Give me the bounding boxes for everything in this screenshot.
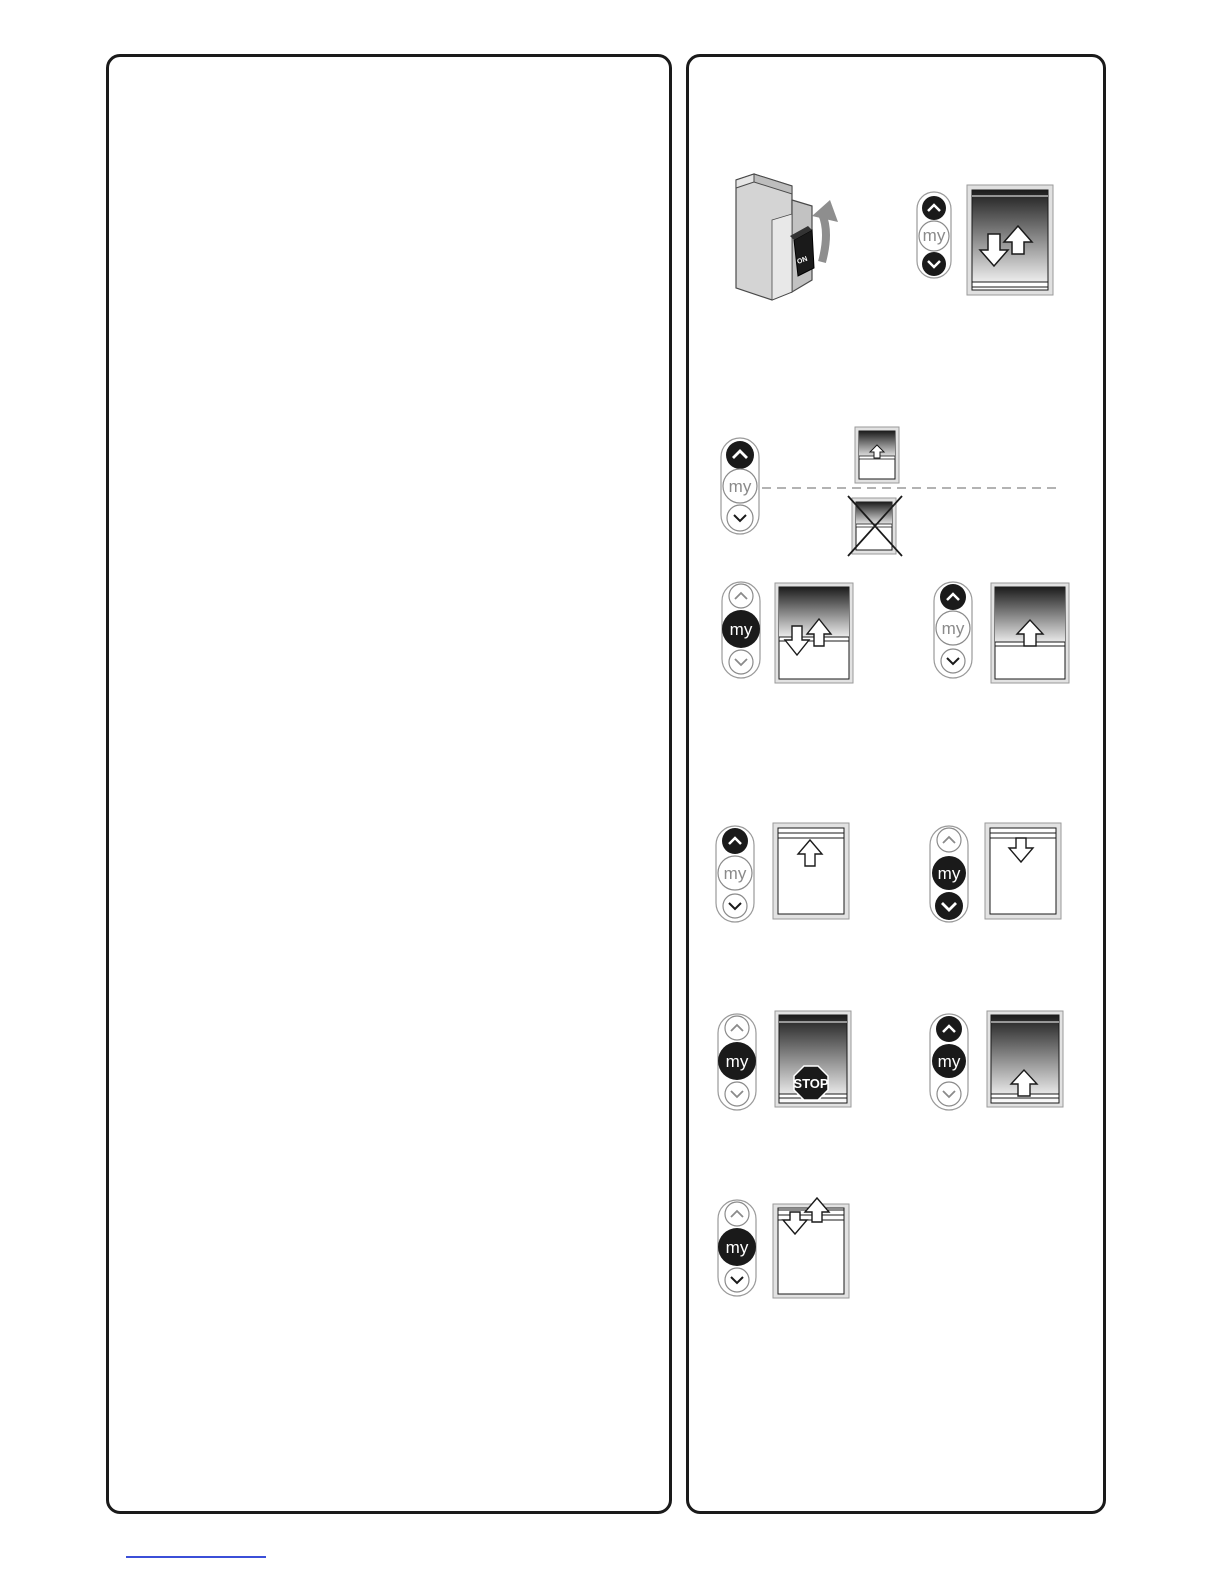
left-panel xyxy=(106,54,672,1514)
up-button[interactable] xyxy=(937,828,961,852)
shade-window-open xyxy=(772,822,850,920)
down-button[interactable] xyxy=(727,505,753,531)
my-label: my xyxy=(729,620,753,639)
up-button[interactable] xyxy=(726,441,754,469)
my-button[interactable] xyxy=(932,1044,966,1078)
my-label: my xyxy=(728,477,752,496)
shade-window xyxy=(774,582,854,684)
up-button[interactable] xyxy=(725,1016,749,1040)
shade-window-open xyxy=(772,1196,850,1300)
down-button[interactable] xyxy=(725,1268,749,1292)
dashed-limit-line xyxy=(762,486,1062,490)
my-button[interactable] xyxy=(722,610,760,648)
remote-control xyxy=(926,824,972,924)
down-button[interactable] xyxy=(937,1082,961,1106)
up-button[interactable] xyxy=(922,196,946,220)
circuit-breaker-illustration xyxy=(722,170,862,310)
my-label: my xyxy=(922,226,946,245)
rotate-arrow-icon xyxy=(812,200,838,222)
my-button[interactable] xyxy=(932,856,966,890)
my-button[interactable] xyxy=(718,1042,756,1080)
stop-label: STOP xyxy=(793,1076,829,1091)
up-button[interactable] xyxy=(940,584,966,610)
down-button[interactable] xyxy=(922,252,946,276)
my-button[interactable] xyxy=(919,221,949,251)
my-button[interactable] xyxy=(936,611,970,645)
remote-control xyxy=(926,1012,972,1112)
my-button[interactable] xyxy=(718,856,752,890)
footer-link-underline[interactable] xyxy=(126,1556,266,1558)
remote-control xyxy=(714,1012,760,1112)
down-button[interactable] xyxy=(723,894,747,918)
up-button[interactable] xyxy=(936,1016,962,1042)
remote-control xyxy=(714,1198,760,1298)
my-label: my xyxy=(937,864,961,883)
my-label: my xyxy=(725,1238,749,1257)
shade-window-open xyxy=(984,822,1062,920)
up-button[interactable] xyxy=(729,584,753,608)
my-button[interactable] xyxy=(718,1228,756,1266)
my-button[interactable] xyxy=(723,469,757,503)
my-label: my xyxy=(725,1052,749,1071)
up-button[interactable] xyxy=(722,828,748,854)
down-button[interactable] xyxy=(935,892,963,920)
up-button[interactable] xyxy=(725,1202,749,1226)
remote-control xyxy=(718,580,764,680)
my-label: my xyxy=(941,619,965,638)
down-button[interactable] xyxy=(729,650,753,674)
remote-control xyxy=(930,580,976,680)
remote-control xyxy=(712,824,758,924)
shade-window-crossed xyxy=(846,494,904,558)
down-button[interactable] xyxy=(941,649,965,673)
shade-window-small xyxy=(854,426,900,484)
shade-window xyxy=(774,1010,852,1108)
stop-sign-icon xyxy=(793,1066,828,1100)
shade-window xyxy=(966,184,1054,296)
my-label: my xyxy=(723,864,747,883)
remote-control xyxy=(912,190,956,280)
down-button[interactable] xyxy=(725,1082,749,1106)
my-label: my xyxy=(937,1052,961,1071)
breaker-on-label: ON xyxy=(796,255,809,266)
shade-window xyxy=(986,1010,1064,1108)
shade-window xyxy=(990,582,1070,684)
remote-control xyxy=(718,436,764,536)
